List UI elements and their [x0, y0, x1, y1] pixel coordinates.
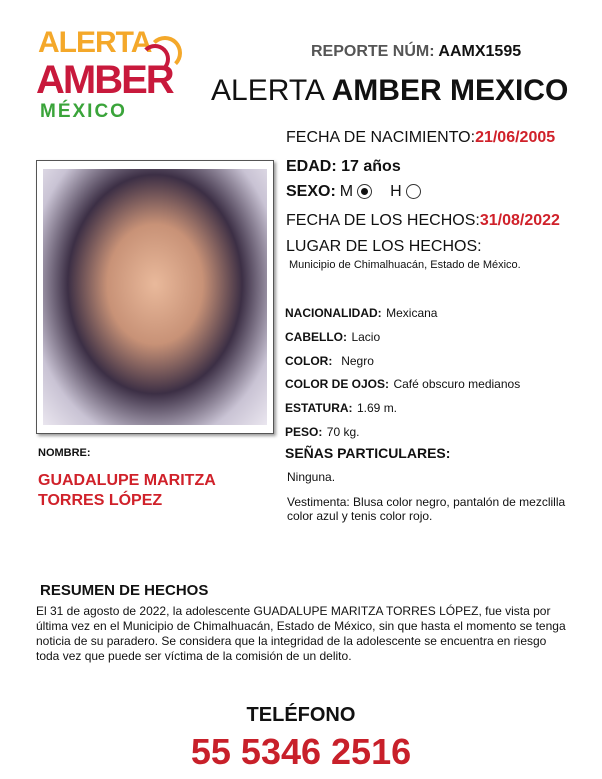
height-row: [285, 399, 397, 417]
title-light: ALERTA: [211, 74, 332, 107]
event-date-label: FECHA DE LOS HECHOS:: [286, 212, 480, 229]
weight-row: [285, 423, 360, 441]
phone-label: TELÉFONO: [246, 704, 356, 726]
color-row: [285, 352, 374, 370]
height-label: ESTATURA:: [285, 401, 353, 415]
sex-m-label: M: [339, 183, 354, 200]
photo-image: [43, 169, 267, 425]
person-name: [38, 471, 216, 511]
name-line1: GUADALUPE MARITZA: [38, 472, 216, 489]
place-value: Municipio de Chimalhuacán, Estado de México.: [289, 259, 521, 271]
page-title: [211, 74, 568, 108]
nationality-value: Mexicana: [386, 306, 438, 320]
title-bold: AMBER MEXICO: [331, 74, 569, 107]
sex-m-radio[interactable]: [357, 184, 372, 199]
missing-person-photo: [36, 160, 274, 434]
sex-h-radio[interactable]: [406, 184, 421, 199]
nationality-row: [285, 304, 437, 322]
report-value: AAMX1595: [438, 43, 522, 60]
sex-row: [286, 182, 421, 201]
eyes-row: [285, 375, 520, 393]
birth-row: [286, 128, 555, 147]
summary-title: RESUMEN DE HECHOS: [40, 582, 209, 599]
marks-value: Ninguna.: [287, 470, 336, 484]
eyes-value: Café obscuro medianos: [393, 377, 521, 391]
name-label: NOMBRE:: [38, 447, 91, 459]
color-label: COLOR:: [285, 354, 333, 368]
logo-line1: ALERTA: [38, 26, 152, 59]
nationality-label: NACIONALIDAD:: [285, 306, 382, 320]
birth-value: 21/06/2005: [475, 129, 556, 146]
hair-value: Lacio: [351, 330, 381, 344]
event-date-value: 31/08/2022: [479, 212, 560, 229]
sex-label: SEXO:: [286, 183, 336, 200]
name-line2: TORRES LÓPEZ: [38, 492, 163, 509]
logo-line2: AMBER: [36, 58, 173, 102]
age-value: 17 años: [341, 158, 401, 175]
signal-arc-icon: [140, 44, 170, 74]
height-value: 1.69 m.: [357, 401, 398, 415]
sex-h-label: H: [390, 183, 402, 200]
place-label: LUGAR DE LOS HECHOS:: [286, 238, 482, 255]
weight-label: PESO:: [285, 425, 323, 439]
hair-row: [285, 328, 380, 346]
hair-label: CABELLO:: [285, 330, 347, 344]
event-date-row: [286, 211, 560, 230]
age-label: EDAD:: [286, 158, 337, 175]
weight-value: 70 kg.: [326, 425, 360, 439]
logo-line3: MÉXICO: [40, 101, 127, 122]
eyes-label: COLOR DE OJOS:: [285, 377, 390, 391]
birth-label: FECHA DE NACIMIENTO:: [286, 129, 476, 146]
phone-number[interactable]: 55 5346 2516: [190, 731, 412, 772]
summary-text: El 31 de agosto de 2022, la adolescente GUADALUPE MARITZA TORRES LÓPEZ, fue vista por última vez en el Municipio de Chimalhuacán, Estado de México, sin que hasta el momento se tenga noticia de su paradero. Se considera que la integridad de la adolescente se encuentra en riesgo toda vez que puede ser víctima de la comisión de un delito.: [36, 604, 566, 663]
clothing-description: Vestimenta: Blusa color negro, pantalón de mezclilla color azul y tenis color rojo.: [287, 495, 566, 523]
report-label: REPORTE NÚM:: [311, 43, 435, 60]
marks-label: SEÑAS PARTICULARES:: [285, 445, 451, 461]
age-row: [286, 157, 401, 176]
report-number: [311, 42, 521, 61]
color-value: Negro: [341, 354, 374, 368]
